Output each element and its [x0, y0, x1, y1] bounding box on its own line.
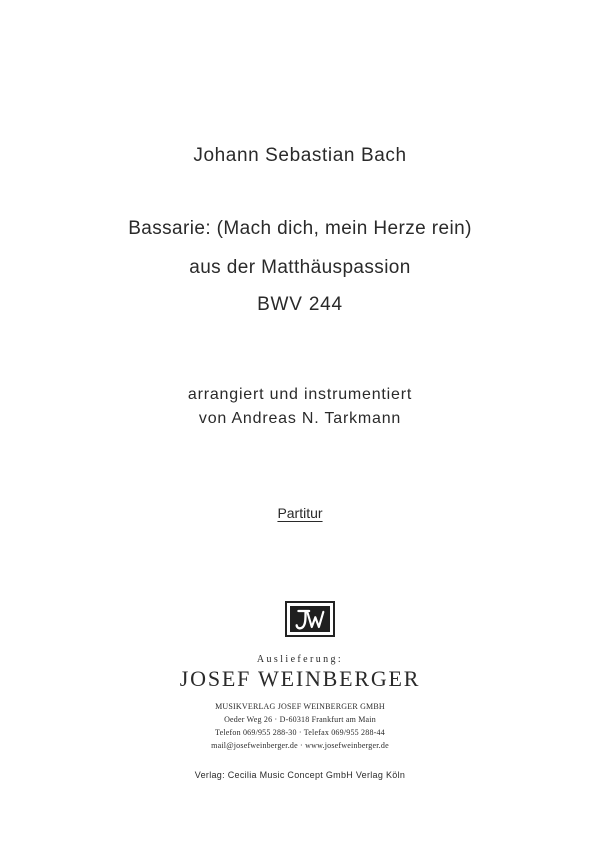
- distribution-label: Auslieferung:: [256, 654, 344, 665]
- title-line-work: aus der Matthäuspassion: [189, 257, 411, 278]
- publisher-phone: Telefon 069/955 288-30 · Telefax 069/955 288-44: [215, 728, 385, 737]
- publisher-address: Oeder Weg 26 · D-60318 Frankfurt am Main: [224, 715, 376, 724]
- edition-type: [0, 505, 600, 521]
- title-line-bwv: BWV 244: [257, 294, 343, 315]
- publisher-contact: mail@josefweinberger.de · www.josefweinberger.de: [211, 741, 389, 750]
- publisher-logo: [285, 601, 335, 637]
- composer-name: Johann Sebastian Bach: [193, 145, 407, 166]
- arrangement-line: arrangiert und instrumentiert: [187, 386, 413, 403]
- arranger-line: von Andreas N. Tarkmann: [198, 410, 402, 427]
- title-line-aria: Bassarie: (Mach dich, mein Herze rein): [128, 218, 472, 239]
- edition-type-label: Partitur: [277, 505, 323, 521]
- jw-monogram-icon: [287, 603, 333, 635]
- publisher-company: MUSIKVERLAG JOSEF WEINBERGER GMBH: [215, 702, 385, 711]
- verlag-line: Verlag: Cecilia Music Concept GmbH Verlag Köln: [194, 770, 406, 780]
- publisher-name: JOSEF WEINBERGER: [179, 666, 421, 691]
